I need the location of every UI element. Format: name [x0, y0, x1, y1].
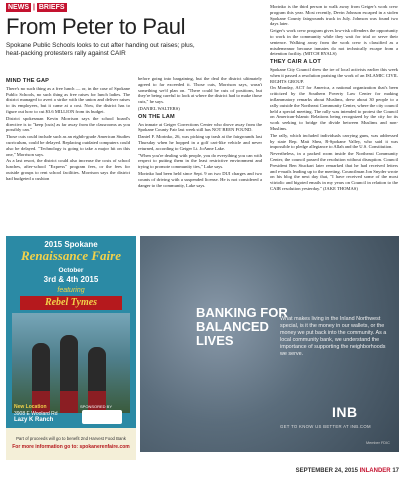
kilt-shape: [60, 391, 78, 413]
ad-footer-link[interactable]: For more information go to: spokanerenfaire.com: [12, 444, 130, 450]
paragraph: The rally, which included individuals carrying guns, was addressed by state Rep. Matt Shea, R-Spokane Valley, who said it was impossible to pledge allegiance to Allah and the U.S. Constitution.: [270, 132, 398, 150]
page-headline: From Peter to Paul: [6, 14, 186, 39]
ad-month: October: [58, 267, 84, 274]
paragraph: Spokane City Council drew the ire of local activists earlier this week when it passed a resolution praising the work of an ISLAMIC CIVIL RIGHTS GROUP.: [270, 66, 398, 84]
paragraph: Morinko is the third person to walk away from Geiger's work crew program this year. Most recently, Devin Johnson escaped in a stolen Spokane County fairgrounds truck in July. Johnson was found two days later.: [270, 4, 398, 27]
ad-address: 3908 E Woolard Rd: [14, 411, 58, 417]
inb-logo: INB: [332, 404, 358, 420]
subhead-on-the-lam: ON THE LAM: [138, 113, 175, 120]
footer-date: SEPTEMBER 24, 2015: [295, 468, 358, 474]
paragraph: Those cuts could include such as an eighth-grade American Studies curriculum, could be delayed. Replacing outdated computers could also be delayed. "Technology is going to take a major hit on this one," Morrison says.: [6, 134, 130, 157]
ad-featuring: featuring: [57, 287, 85, 294]
paragraph: On Monday, ACT for America, a national organization that's been criticized by the Southern Poverty Law Center for making inflammatory remarks about Muslims, drew about 30 people to a rally outside the Northeast Community Center, where the city council held a special meeting. The rally was intended to protest the Council on American-Islamic Relations being recognized by the city for its work seeking to bridge the divide between Muslims and non-Muslims.: [270, 85, 398, 131]
news-label: NEWS: [8, 4, 29, 11]
ad-headline: BANKING FOR BALANCED LIVES: [196, 305, 288, 348]
ad-title: Renaissance Faire: [20, 248, 122, 263]
ad-ranch: Lazy K Ranch: [14, 417, 54, 423]
article-column-2: [138, 76, 262, 189]
ad-footer-note: Part of proceeds will go to benefit 2nd Harvest Food Bank: [16, 436, 126, 441]
subhead-mind-the-gap: MIND THE GAP: [6, 78, 50, 84]
ad-member-fdic: Member FDIC: [366, 441, 390, 445]
briefs-label: BRIEFS: [38, 4, 65, 11]
paragraph: Geiger's work crew program gives low-risk offenders the opportunity to work in the community while they wait for trial or serve their sentence. Walking away from the work crew is classified as a misdemeanor because inmates do not technically escape from a detention facility. (MITCH RYALS): [270, 28, 398, 57]
paragraph: before going into bargaining, but the deal the district ultimately agreed to far exceeded it. Those cuts, Morrison says, wasn't something we'd plan on. "There could be cuts of positions, but they're being careful to look at where the district had to make those cuts," he says.: [138, 76, 262, 105]
footer-brand: INLANDER: [359, 468, 391, 474]
inb-bank-ad[interactable]: [140, 236, 399, 452]
ad-sponsored-by: SPONSORED BY: [80, 404, 113, 409]
ad-url[interactable]: GET TO KNOW US BETTER AT INB.COM: [280, 424, 371, 429]
renaissance-faire-ad[interactable]: [6, 236, 136, 460]
section-kicker: [6, 4, 67, 11]
ad-location-label: New Location: [14, 404, 47, 410]
paragraph: As a last resort, the district could also increase the costs of school lunches, after-school "Express" program fees, or the fees for outside groups to rent school facilities. Morrison says the district had budgeted a cushion: [6, 158, 130, 181]
subhead-they-cair-a-lot: THEY CAIR A LOT: [270, 59, 321, 66]
article-column-3: [270, 4, 398, 193]
ad-body: What makes living in the Inland Northwest special, is it the money in our wallets, or the money we put back into the community. As a local community bank, we understand the importance of supporting the neighborhoods we serve.: [280, 316, 387, 357]
kicker-separator: |: [32, 4, 35, 11]
paragraph: An inmate at Geiger Corrections Center who drove away from the Spokane County Fair last week still has NOT BEEN FOUND.: [138, 121, 262, 133]
paragraph: Daniel F. Morinko, 26, was picking up trash at the fairgrounds last Thursday when he hopped in a golf cart-like vehicle and never returned, according to Geiger Lt. JoAnne Lake.: [138, 134, 262, 151]
paragraph: "When you're dealing with people, you do everything you can with respect to putting them in the least restrictive environment and trying to promote community ties," Lake says.: [138, 152, 262, 170]
page-number: 17: [392, 468, 399, 474]
band-banner: Rebel Tymes: [20, 296, 122, 310]
headline-deck: Spokane Public Schools looks to cut after handing out raises; plus, heat-packing protesters rally against CAIR: [6, 42, 195, 57]
paragraph: There's no such thing as a free lunch — or, in the case of Spokane Public Schools, no such thing as free raises for lunch ladies. The district managed to avert a strike with the union and deliver raises to its employees, but it came at a cost. Now, the district has to figure out how to cut $3.6 MILLION from its budget.: [6, 85, 130, 114]
page-footer: [296, 468, 399, 474]
byline: (DANIEL WALTERS): [138, 105, 180, 111]
ad-year: 2015 Spokane: [44, 240, 98, 249]
bagpipers-photo: [12, 313, 130, 413]
paragraph: Morinko had been held since Sept. 9 on two DUI charges and two counts of driving with a suspended license. He is not considered a danger to the community, Lake says.: [138, 170, 262, 188]
article-column-1: [6, 76, 130, 183]
ad-dates: 3rd & 4th 2015: [43, 275, 99, 284]
paragraph: Nevertheless, in a packed room inside the Northeast Community Center, the council passed the resolution without disruption. Council President Ben Stuckart later remarked that he had received letters and e-mails leading up to the meeting. Councilman Jon Snyder wrote on his blog the next day that, "I have received some of the most vitriolic and bigoted emails in my years on Council in relation to the CAIR resolution yesterday." (JAKE THOMAS): [270, 151, 398, 191]
sponsor-logo: [82, 410, 122, 424]
paragraph: District spokesman Kevin Morrison says the school board's directive is to "keep [cuts] as far away from the classrooms as you possibly can.": [6, 115, 130, 133]
